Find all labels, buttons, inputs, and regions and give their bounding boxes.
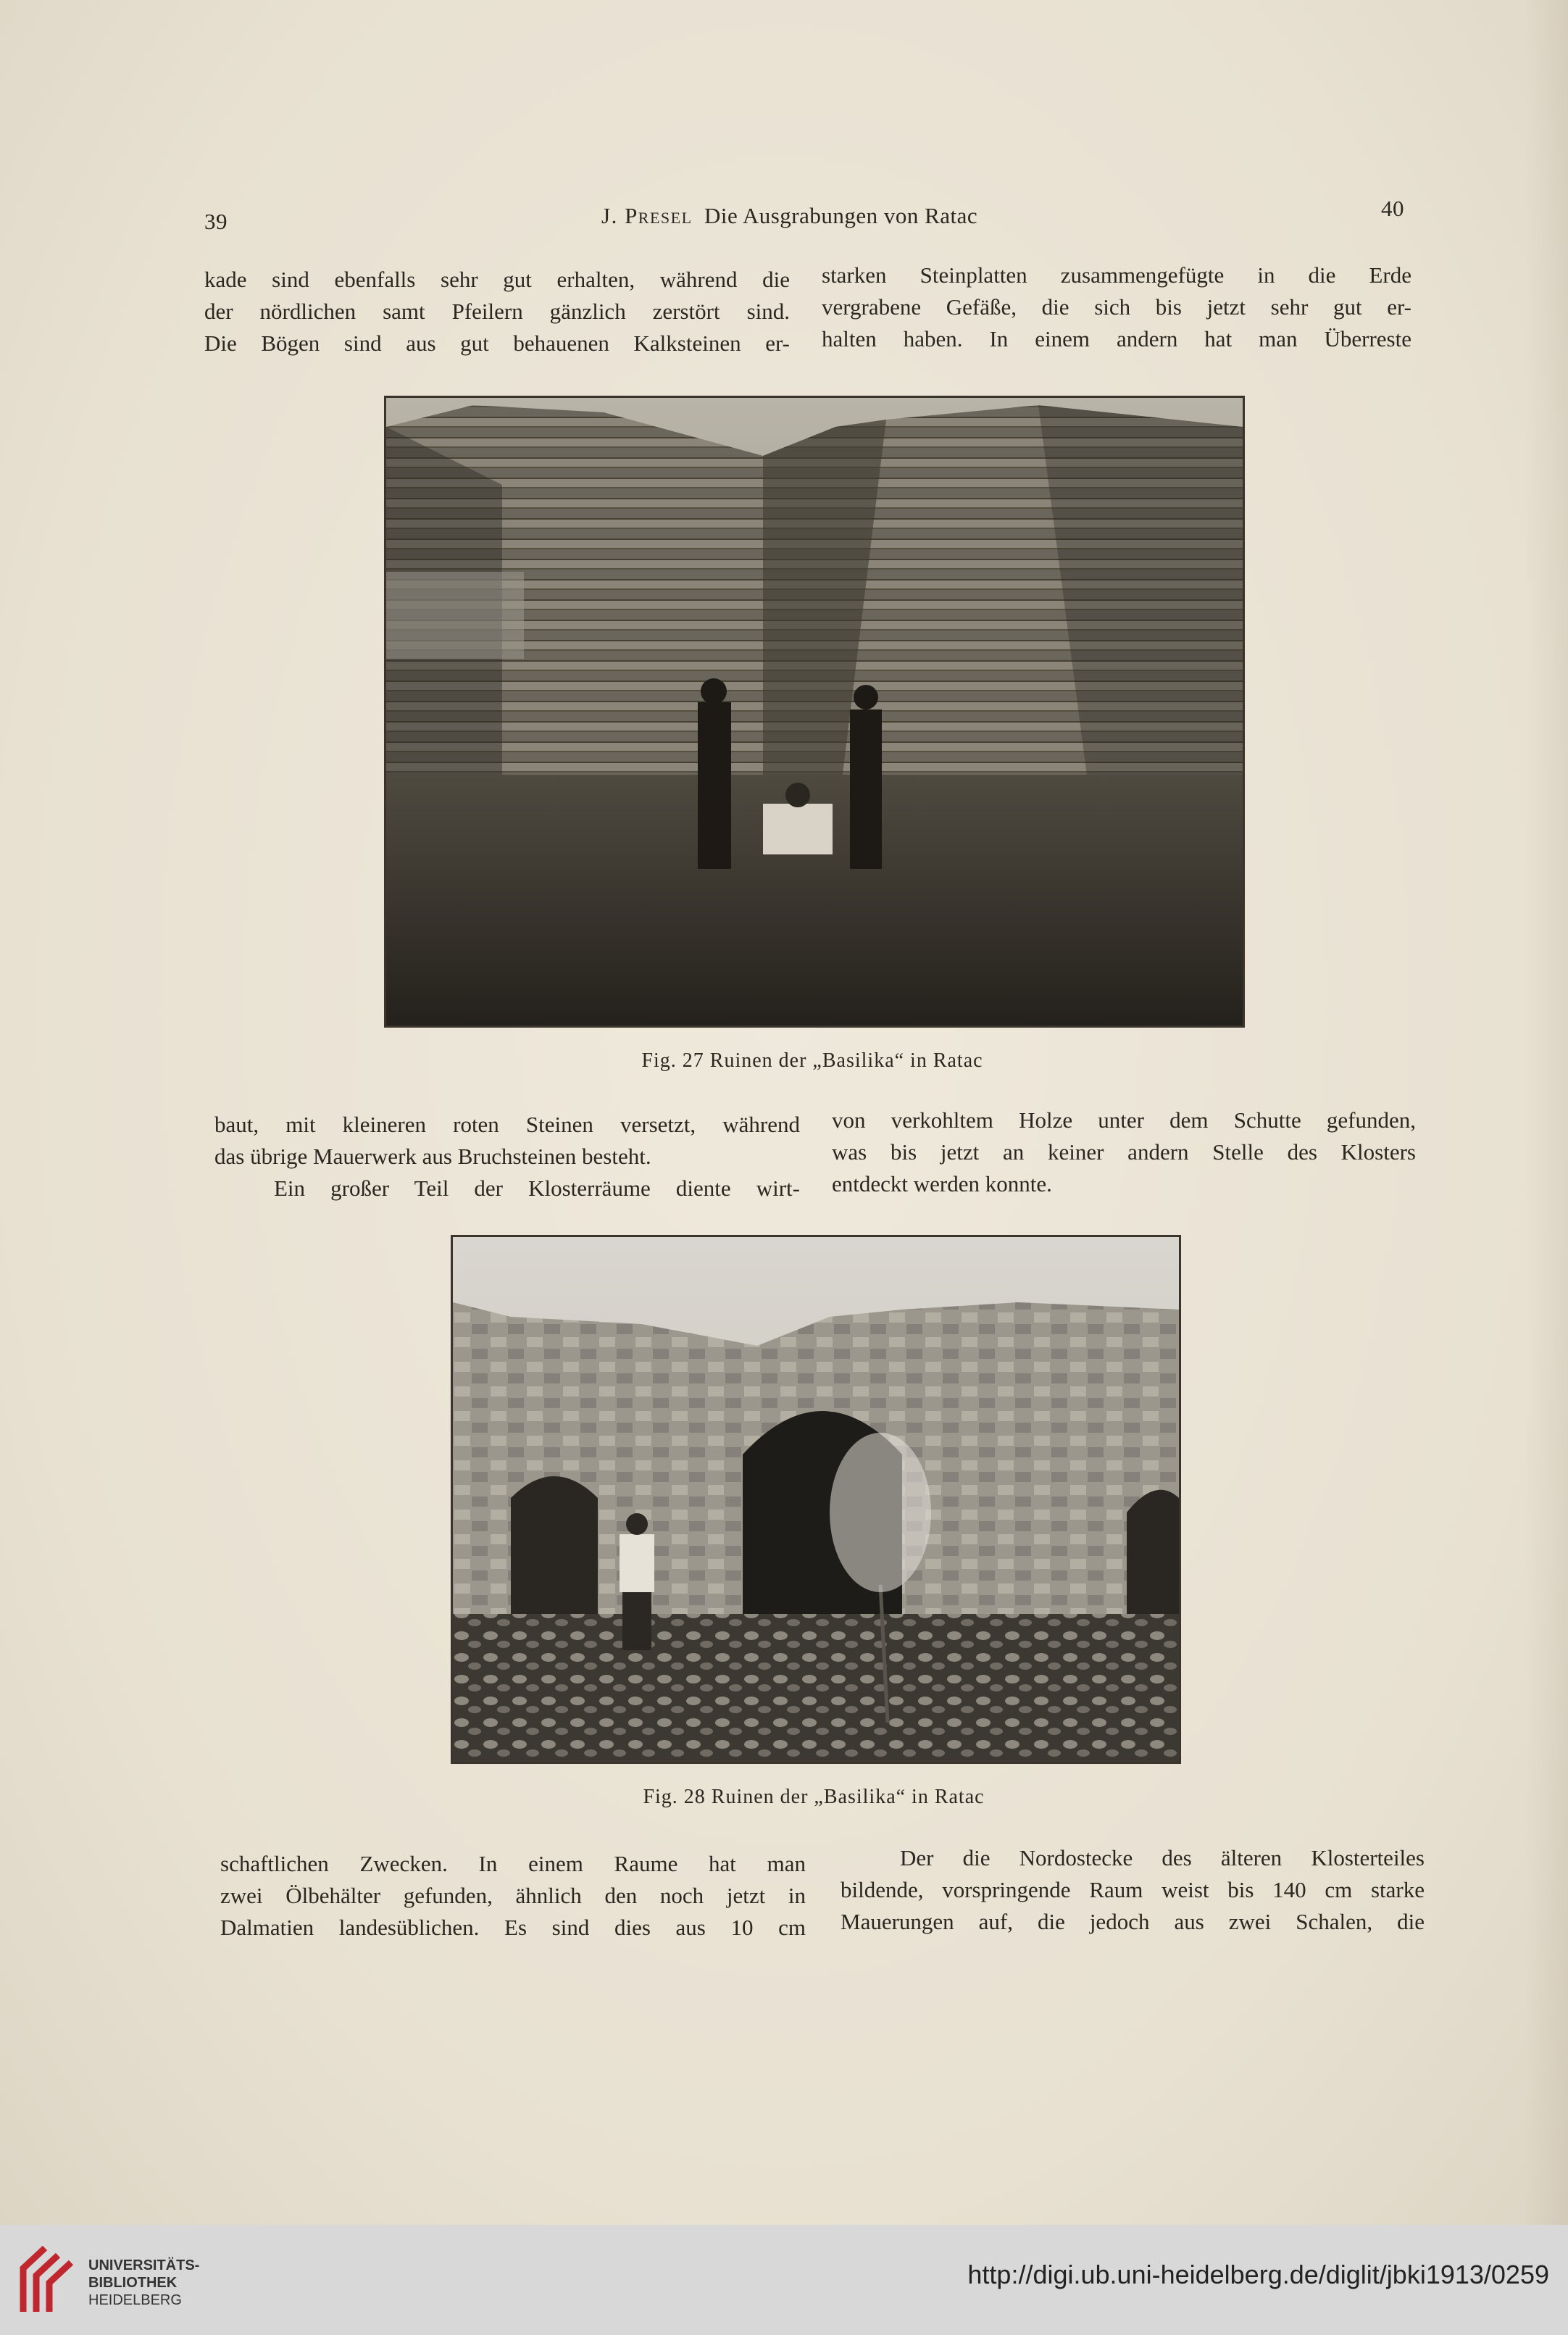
text-column-top-left [204, 264, 790, 359]
ruins-photo-1 [386, 398, 1243, 1025]
figure-27-caption: Fig. 27 Ruinen der „Basilika“ in Ratac [641, 1049, 983, 1072]
figure-28-caption: Fig. 28 Ruinen der „Basilika“ in Ratac [643, 1786, 985, 1808]
text-line: Mauerungen auf, die jedoch aus zwei Schalen, die [841, 1909, 1425, 1934]
header-title: Die Ausgrabungen von Ratac [704, 203, 978, 228]
text-line: entdeckt werden konnte. [832, 1171, 1052, 1196]
ruins-photo-2 [453, 1237, 1179, 1762]
text-line: vergrabene Gefäße, die sich bis jetzt sehr gut er- [822, 294, 1411, 320]
text-line: baut, mit kleineren roten Steinen versetzt, während [214, 1112, 800, 1137]
logo-line: UNIVERSITÄTS- [88, 2257, 200, 2273]
footer-bar [0, 2225, 1568, 2335]
text-line: kade sind ebenfalls sehr gut erhalten, während die [204, 267, 790, 292]
header-author: J. Presel [601, 203, 693, 228]
text-column-mid-right [832, 1104, 1416, 1200]
text-column-bottom-right [841, 1842, 1425, 1938]
text-line: der nördlichen samt Pfeilern gänzlich zerstört sind. [204, 299, 790, 324]
figure-28-photo [451, 1235, 1181, 1764]
figure-27-photo [384, 396, 1245, 1028]
running-header [601, 203, 977, 229]
text-line: halten haben. In einem andern hat man Überreste [822, 326, 1411, 351]
text-line: von verkohltem Holze unter dem Schutte gefunden, [832, 1107, 1416, 1133]
text-column-mid-left [214, 1109, 800, 1204]
permalink-url[interactable]: http://digi.ub.uni-heidelberg.de/diglit/jbki1913/0259 [967, 2260, 1549, 2289]
library-logo-text [88, 2257, 199, 2309]
text-line: zwei Ölbehälter gefunden, ähnlich den noch jetzt in [220, 1883, 806, 1908]
logo-line: HEIDELBERG [88, 2292, 182, 2308]
text-line: Dalmatien landesüblichen. Es sind dies aus 10 cm [220, 1915, 806, 1940]
text-line: das übrige Mauerwerk aus Bruchsteinen besteht. [214, 1144, 651, 1169]
text-line: starken Steinplatten zusammengefügte in die Erde [822, 262, 1411, 288]
text-line: Der die Nordostecke des älteren Klosterteiles [900, 1845, 1425, 1870]
text-column-top-right [822, 259, 1411, 355]
logo-line: BIBLIOTHEK [88, 2275, 178, 2291]
text-line: schaftlichen Zwecken. In einem Raume hat man [220, 1851, 806, 1876]
page-number-left: 39 [204, 209, 228, 234]
text-line: Ein großer Teil der Klosterräume diente wirt- [274, 1175, 800, 1201]
page-edge-shadow [1525, 0, 1568, 2225]
text-line: Die Bögen sind aus gut behauenen Kalksteinen er- [204, 330, 790, 356]
text-line: was bis jetzt an keiner andern Stelle des Klosters [832, 1139, 1416, 1165]
library-logo-icon [16, 2239, 77, 2321]
text-line: bildende, vorspringende Raum weist bis 140 cm starke [841, 1877, 1425, 1902]
text-column-bottom-left [220, 1848, 806, 1944]
page-number-right: 40 [1381, 196, 1404, 221]
